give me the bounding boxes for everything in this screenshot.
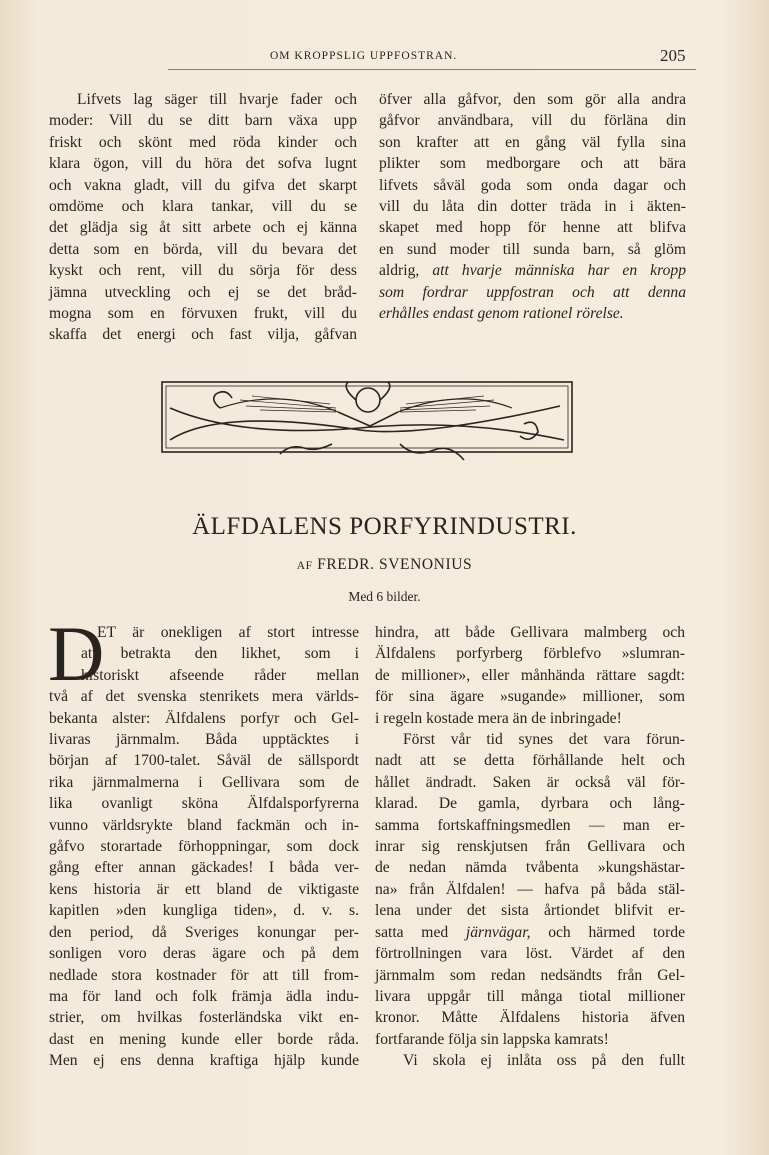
text-line: gåfvor användbara, vill du förläna din <box>379 112 686 130</box>
text-line: skaffa det energi och fast vilja, gåfvan <box>49 326 357 344</box>
text-line: bekanta alster: Älfdalens porfyr och Gel- <box>49 709 359 727</box>
text-line: historiskt afseende råder mellan <box>81 666 359 684</box>
text-line: förtrollningen vara löst. Värdet af den <box>375 945 685 963</box>
author-name: FREDR. SVENONIUS <box>317 556 473 573</box>
drop-cap: D <box>48 610 105 697</box>
text-run: aldrig, <box>379 262 420 280</box>
section1-column-1 <box>49 89 357 346</box>
text-line: mogna som en förvuxen frukt, vill du <box>49 305 357 323</box>
text-line: inrar sig renskjutsen från Gellivara och <box>375 838 685 856</box>
text-line: son krafter att en gång väl fylla sina <box>379 133 686 151</box>
text-line: Men ej ens denna kraftiga hjälp kunde <box>49 1052 359 1070</box>
text-line: friskt och skönt med röda kinder och <box>49 133 357 151</box>
text-line: de millioner», eller månhända rättare sagdt: <box>375 666 685 684</box>
wheat-ribbon-ornament <box>160 378 576 463</box>
text-line: sonligen voro deras ägare och på dem <box>49 945 359 963</box>
italic-run: järnvägar, <box>465 923 531 941</box>
text-line <box>379 260 686 281</box>
text-line: öfver alla gåfvor, den som gör alla andra <box>379 91 686 108</box>
text-line: na» från Älfdalen! — hafva på båda stäl- <box>375 880 685 898</box>
text-line: skapet med hopp för henne att blifva <box>379 219 686 237</box>
text-line <box>375 922 685 943</box>
text-line: i regeln kostade mera än de inbringade! <box>375 709 622 727</box>
text-line: livara uppgår till många tiotal millioner <box>375 987 685 1005</box>
text-line: det glädja sig åt sitt arbete och ej känna <box>49 219 357 237</box>
article-title: ÄLFDALENS PORFYRINDUSTRI. <box>192 513 577 540</box>
article-column-2 <box>375 622 685 1072</box>
text-line: vill du låta din dotter träda in i äkten- <box>379 198 686 216</box>
text-line: nedlade stora kostnader för att till from- <box>49 966 359 984</box>
running-head-title: OM KROPPSLIG UPPFOSTRAN. <box>270 50 458 62</box>
text-line: järnmalm som redan nedsändts från Gel- <box>375 966 685 984</box>
text-line: moder: Vill du se ditt barn växa upp <box>49 112 357 130</box>
text-line: lika ovanligt sköna Älfdalsporfyrerna <box>49 795 359 813</box>
text-line: fortfarande följa sin lappska kamrats! <box>375 1030 609 1048</box>
running-head <box>0 46 769 70</box>
text-line: hållet ändradt. Saken är också väl för- <box>375 773 685 791</box>
text-line: en sund moder till sunda barn, så glöm <box>379 240 686 258</box>
text-line: lifvets såväl goda som onda dagar och <box>379 176 686 194</box>
text-line: som fordrar uppfostran och att denna <box>379 283 686 301</box>
text-line: den period, då Sveriges konungar per- <box>49 923 359 941</box>
text-line: hindra, att både Gellivara malmberg och <box>375 624 685 641</box>
text-line: ma för land och folk främja ädla indu- <box>49 987 359 1005</box>
byline <box>0 556 769 574</box>
italic-run: att hvarje människa har en kropp <box>432 262 686 280</box>
text-line: kyskt och rent, vill du sörja för dess <box>49 262 357 280</box>
text-line: rika järnmalmerna i Gellivara som de <box>49 773 359 791</box>
text-line: kapitlen »den kungliga tiden», d. v. s. <box>49 902 359 920</box>
text-line: samma fortskaffningsmedlen — man er- <box>375 816 685 834</box>
text-line: jämna utveckling och ej se det bråd- <box>49 283 357 301</box>
text-line: Älfdalens porfyrberg förblefvo »slumran- <box>375 645 685 663</box>
text-line: och vakna gladt, vill du gifva det skarpt <box>49 176 357 194</box>
text-line: omdöme och klara tankar, vill du se <box>49 198 357 216</box>
text-line: strier, om hvilkas fosterländska vikt en- <box>49 1009 359 1027</box>
byline-prefix: AF <box>296 560 313 572</box>
text-line: kronor. Måtte Älfdalens historia äfven <box>375 1009 685 1027</box>
text-line: detta som en börda, vill du bevara det <box>49 240 357 258</box>
text-line: Först vår tid synes det vara förun- <box>403 731 685 749</box>
image-count-note: Med 6 bilder. <box>348 589 421 604</box>
text-line: gåfvo storartade förhoppningar, som dock <box>49 838 359 856</box>
text-run: och härmed torde <box>548 923 686 941</box>
text-line: att betrakta den likhet, som i <box>81 645 359 663</box>
header-rule <box>168 69 696 70</box>
text-line: för sina ägare »sugande» millioner, som <box>375 688 685 706</box>
text-line: Lifvets lag säger till hvarje fader och <box>77 91 357 108</box>
text-line: dast en mening kunde eller borde råda. <box>49 1030 359 1048</box>
text-line: början af 1700-talet. Såväl de sällspordt <box>49 752 359 770</box>
text-line: de nedan nämda tvåbenta »kungshästar- <box>375 859 685 877</box>
text-line: erhålles endast genom rationel rörelse. <box>379 305 624 323</box>
text-line: klara ögon, vill du höra det sofva lugnt <box>49 155 357 173</box>
section1-column-2 <box>379 89 686 324</box>
text-line: två af det svenska stenrikets mera världs- <box>49 688 359 706</box>
text-line: Vi skola ej inlåta oss på den fullt <box>403 1052 685 1070</box>
page-number: 205 <box>660 46 686 65</box>
text-line: lena under det sista årtiondet blifvit er- <box>375 902 685 920</box>
text-line: klarad. De gamla, dyrbara och lång- <box>375 795 685 813</box>
text-line: vunno världsrykte bland fackmän och in- <box>49 816 359 834</box>
text-line: nadt att se detta förhållande helt och <box>375 752 685 770</box>
text-line: livaras järnmalm. Båda upptäcktes i <box>49 731 359 749</box>
text-run: satta med <box>375 923 449 941</box>
text-line: plikter som medborgare och att bära <box>379 155 686 173</box>
text-line: ET är onekligen af stort intresse <box>97 624 359 641</box>
text-line: kens historia är ett bland de viktigaste <box>49 880 359 898</box>
article-column-1 <box>48 610 359 1072</box>
text-line: gång efter annan gäckades! I båda ver- <box>49 859 359 877</box>
